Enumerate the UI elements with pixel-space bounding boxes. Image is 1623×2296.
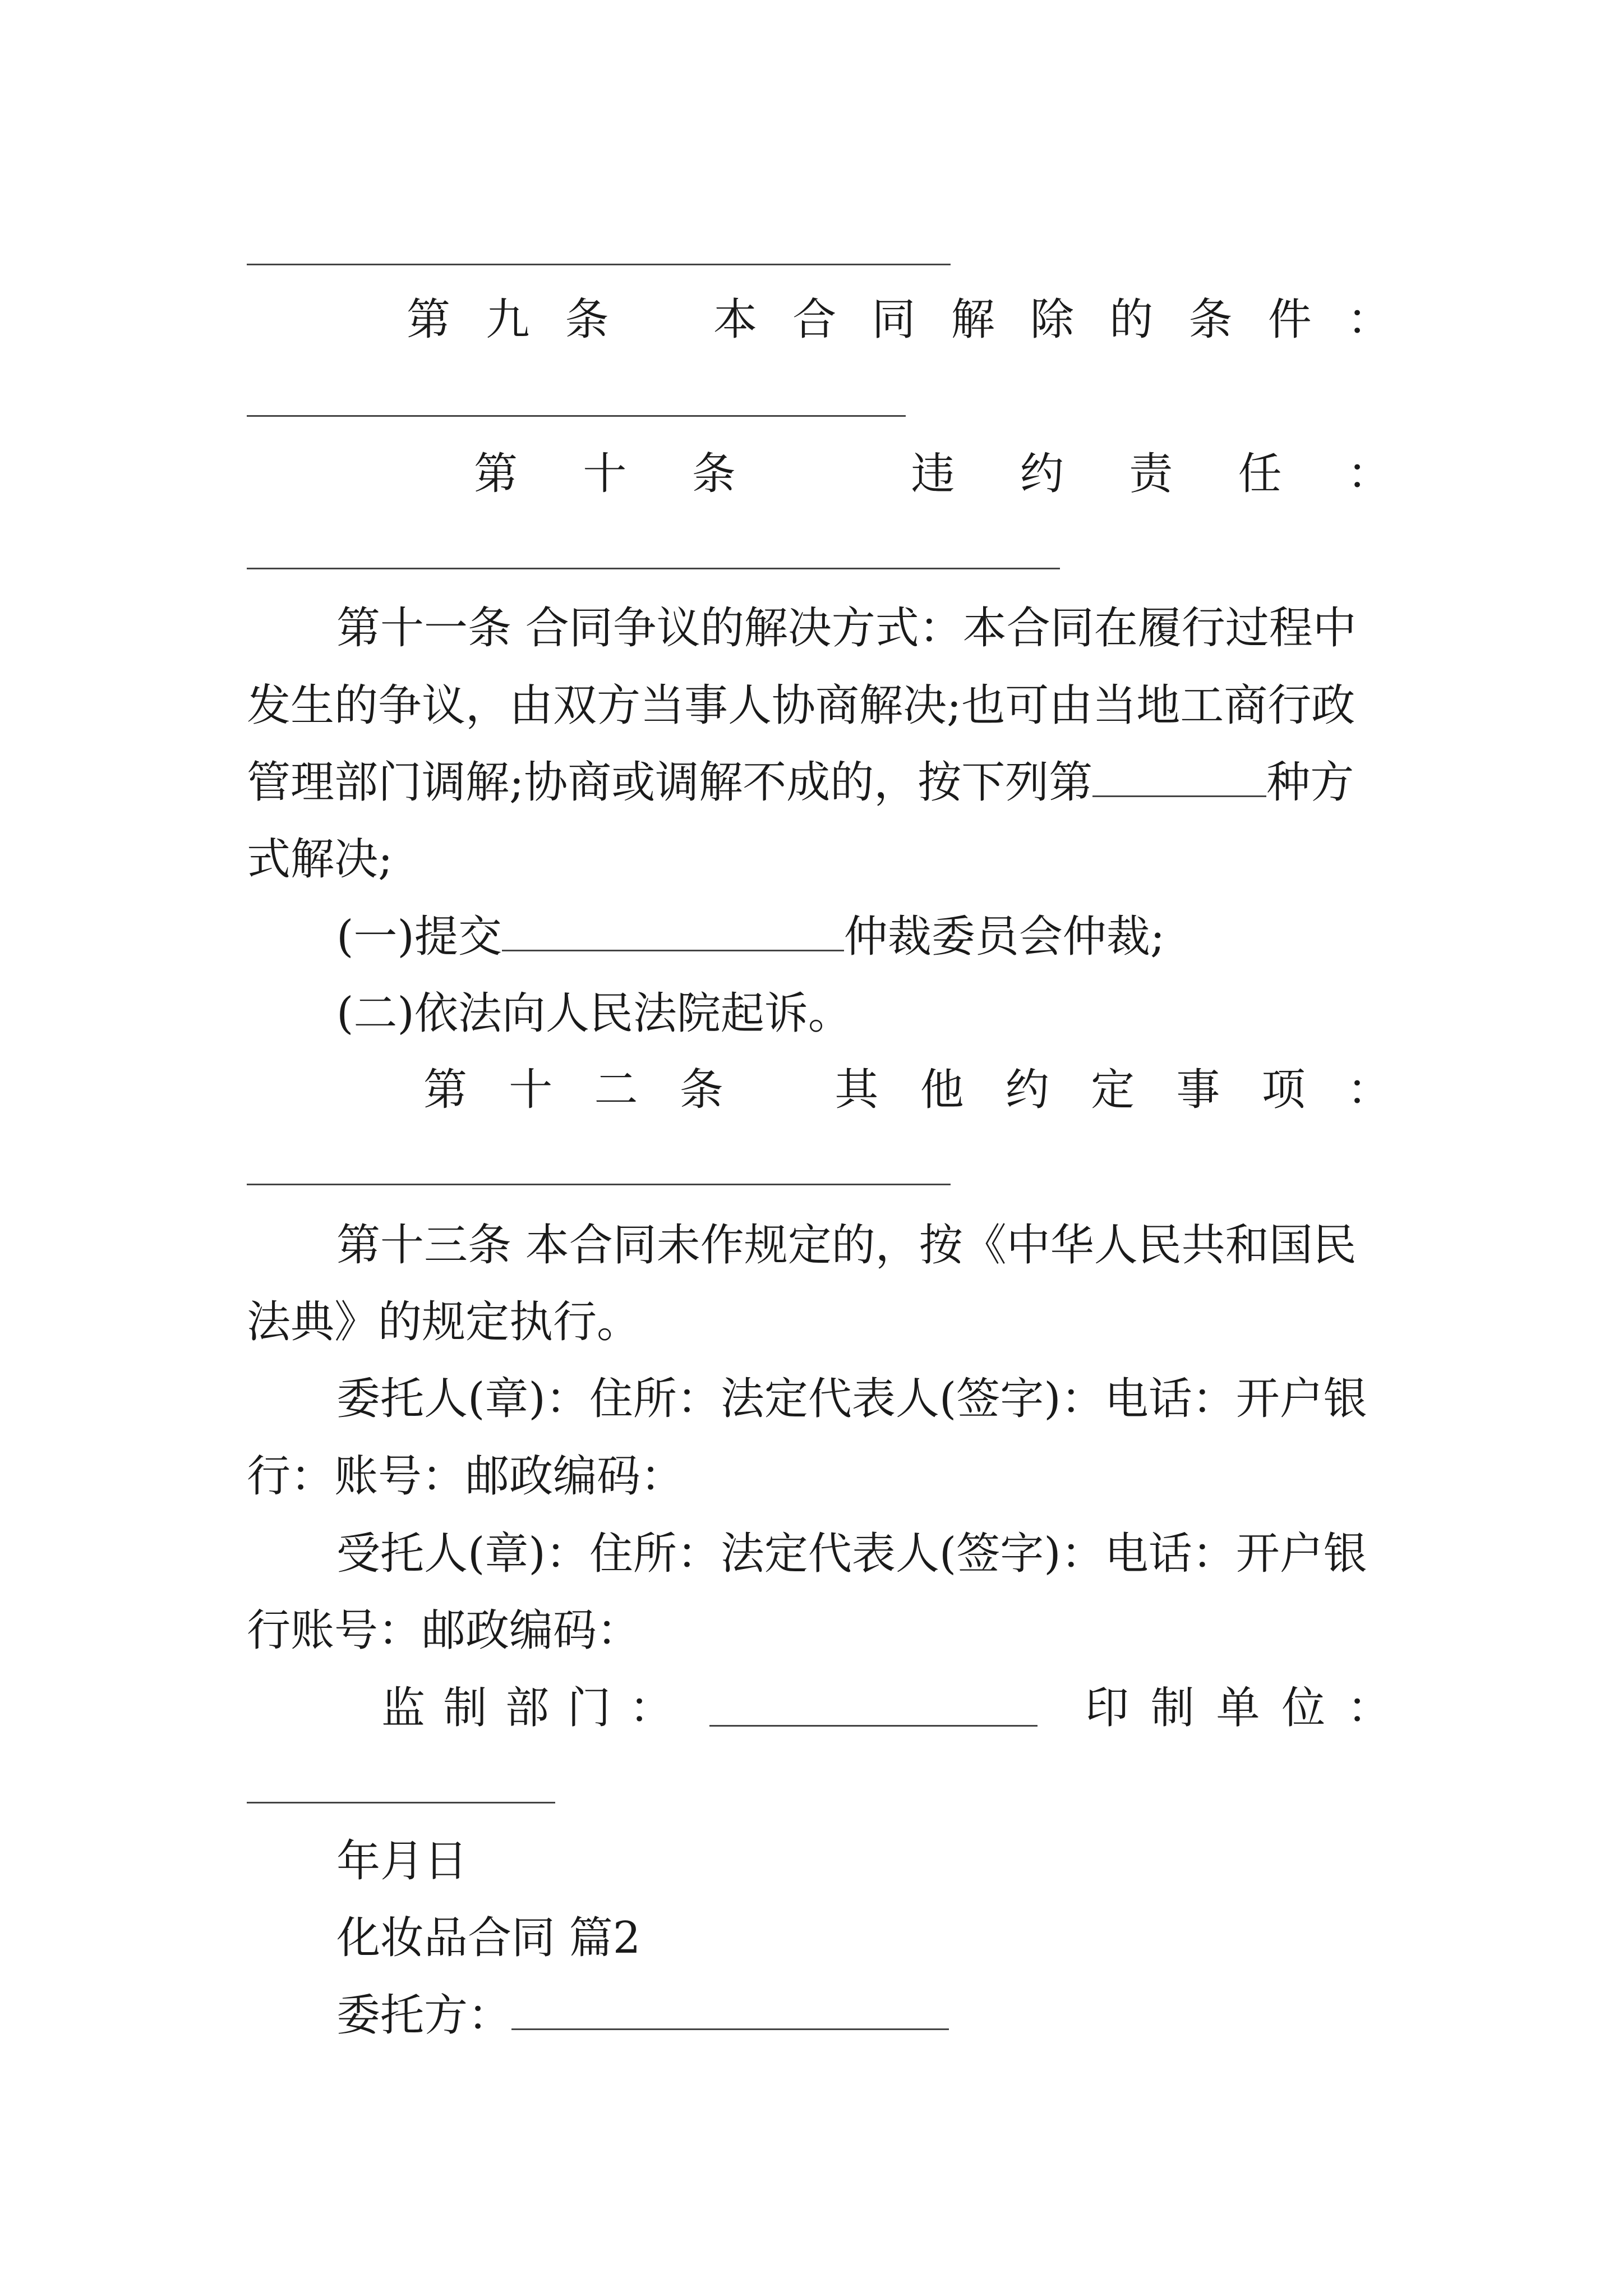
client-party-line: 委托方： — [336, 1987, 1481, 2044]
client-line-2: 行：账号：邮政编码： — [247, 1451, 685, 1502]
trustee-line-1: 受托人(章)：住所：法定代表人(签字)：电话：开户银 — [336, 1529, 1367, 1579]
date-line: 年月日 — [336, 1836, 468, 1887]
litigation-option: (二)依法向人民法院起诉。 — [336, 988, 852, 1039]
fill-in-line — [247, 415, 906, 417]
client-party-blank[interactable] — [511, 1989, 949, 2030]
document-page: 第 九 条 本 合 同 解 除 的 条 件 ： 第 十 条 违 约 责 任 ： 第十一条 合同争议的解决方式：本合同在履行过程中 发生的争议，由双方当事人协商解决;也可由当地工商行政 管理部门调解;协商或调解不成的，按下列第 种方 式解决; (一)提交 仲裁委员会仲裁; (二)依法向人民法院起诉。 第 十 二 条 其 他 约 定 事 项 ： 第十三条 本合同未作规定的，按《中华人民共和国民 法典》的规定执行。 委托人(章)：住所：法定代表人(签字)：电话：开户银 行：账号：邮政编码： 受托人(章)：住所：法定代表人(签字)：电话：开户银 行账号：邮政编码： 监 制 部 门 ： 印 制 单 位 ： 年月日 化妆品合同 篇2 委托方： — [0, 0, 1623, 2296]
fill-in-line — [247, 568, 1060, 569]
article-13-line-1: 第十三条 本合同未作规定的，按《中华人民共和国民 — [336, 1220, 1357, 1271]
supervising-dept-blank[interactable] — [709, 1686, 1038, 1727]
article-11-line-2: 发生的争议，由双方当事人协商解决;也可由当地工商行政 — [247, 680, 1355, 731]
article-11-line-4: 式解决; — [247, 834, 393, 885]
section-2-title: 化妆品合同 篇2 — [336, 1913, 641, 1963]
fill-in-blank[interactable] — [1092, 756, 1266, 797]
article-10-heading: 第 十 条 违 约 责 任 ： — [474, 449, 1391, 499]
article-12-heading: 第 十 二 条 其 他 约 定 事 项 ： — [423, 1065, 1391, 1115]
fill-in-line — [247, 1184, 951, 1185]
fill-in-line — [247, 264, 951, 265]
trustee-line-2: 行账号：邮政编码： — [247, 1605, 641, 1656]
arbitration-option: (一)提交 仲裁委员会仲裁; — [336, 912, 1165, 962]
article-9-heading: 第 九 条 本 合 同 解 除 的 条 件 ： — [407, 295, 1391, 345]
fill-in-blank[interactable] — [502, 910, 844, 951]
fill-in-line — [247, 1802, 555, 1803]
article-11-line-1: 第十一条 合同争议的解决方式：本合同在履行过程中 — [336, 603, 1357, 654]
client-line-1: 委托人(章)：住所：法定代表人(签字)：电话：开户银 — [336, 1374, 1367, 1424]
article-11-line-3: 管理部门调解;协商或调解不成的，按下列第 种方 — [247, 757, 1354, 808]
article-13-line-2: 法典》的规定执行。 — [247, 1297, 641, 1347]
